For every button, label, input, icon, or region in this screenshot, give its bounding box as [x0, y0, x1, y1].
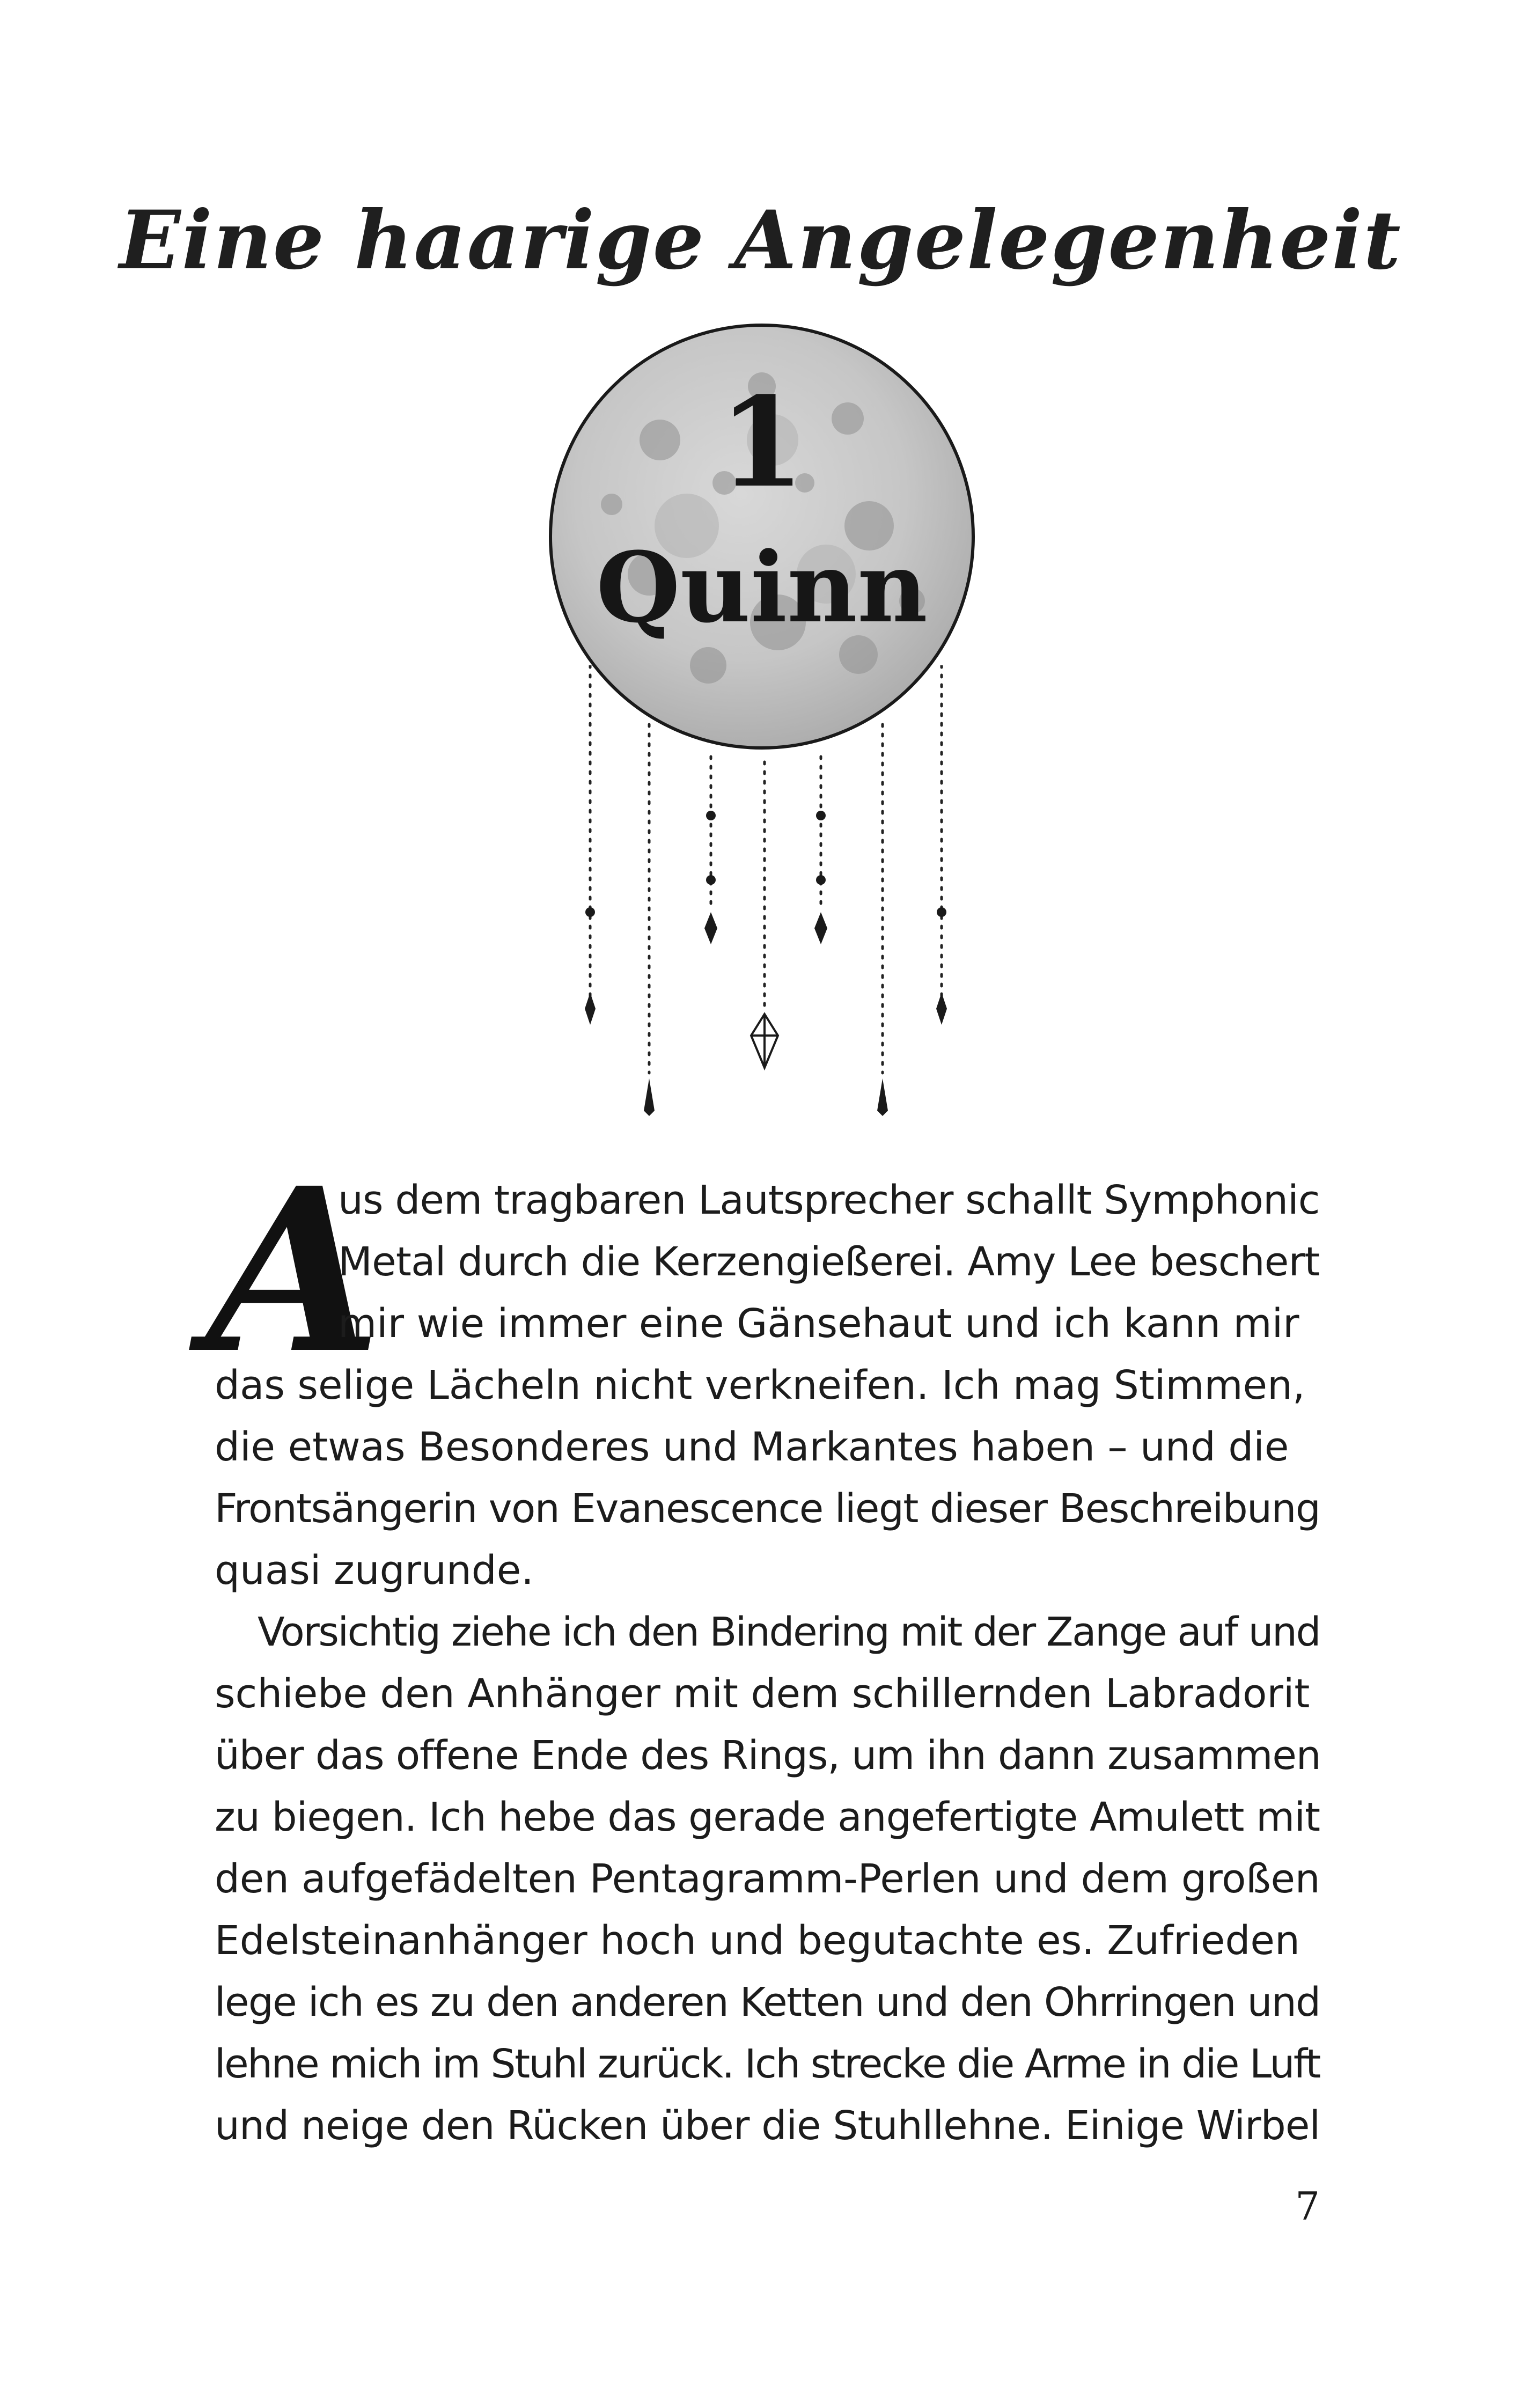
paragraph1-line: quasi zugrunde. [215, 1547, 534, 1594]
paragraph2-line: lehne mich im Stuhl zurück. Ich strecke die Arme in die Luft [215, 2041, 1320, 2087]
chapter-number: 1 [718, 370, 805, 515]
paragraph2-line: und neige den Rücken über die Stuhllehne. Einige Wirbel [215, 2103, 1320, 2149]
paragraph1-line: Metal durch die Kerzengießerei. Amy Lee beschert [338, 1239, 1320, 1285]
drop-cap: A [207, 1139, 381, 1404]
paragraph2-line: über das offene Ende des Rings, um ihn dann zusammen [215, 1732, 1321, 1779]
book-title: Eine haarige Angelegenheit [119, 193, 1402, 288]
page-number: 7 [1295, 2184, 1320, 2229]
paragraph2-line: Edelsteinanhänger hoch und begutachte es. Zufrieden [215, 1918, 1300, 1964]
paragraph1-line: Frontsängerin von Evanescence liegt dieser Beschreibung [215, 1486, 1320, 1532]
dreamcatcher-dangles [547, 665, 976, 1137]
paragraph2-line: Vorsichtig ziehe ich den Bindering mit der Zange auf und [258, 1609, 1320, 1655]
paragraph1-line: us dem tragbaren Lautsprecher schallt Symphonic [338, 1177, 1320, 1223]
paragraph2-line: zu biegen. Ich hebe das gerade angefertigte Amulett mit [215, 1794, 1320, 1840]
paragraph1-line: das selige Lächeln nicht verkneifen. Ich mag Stimmen, [215, 1362, 1305, 1408]
paragraph1-line: mir wie immer eine Gänsehaut und ich kann mir [338, 1301, 1299, 1347]
paragraph2-line: lege ich es zu den anderen Ketten und den Ohrringen und [215, 1979, 1320, 2025]
paragraph1-line: die etwas Besonderes und Markantes haben – und die [215, 1424, 1289, 1470]
chapter-name: Quinn [596, 531, 928, 644]
paragraph2-line: den aufgefädelten Pentagramm-Perlen und dem großen [215, 1856, 1320, 1902]
paragraph2-line: schiebe den Anhänger mit dem schillernden Labradorit [215, 1671, 1310, 1717]
